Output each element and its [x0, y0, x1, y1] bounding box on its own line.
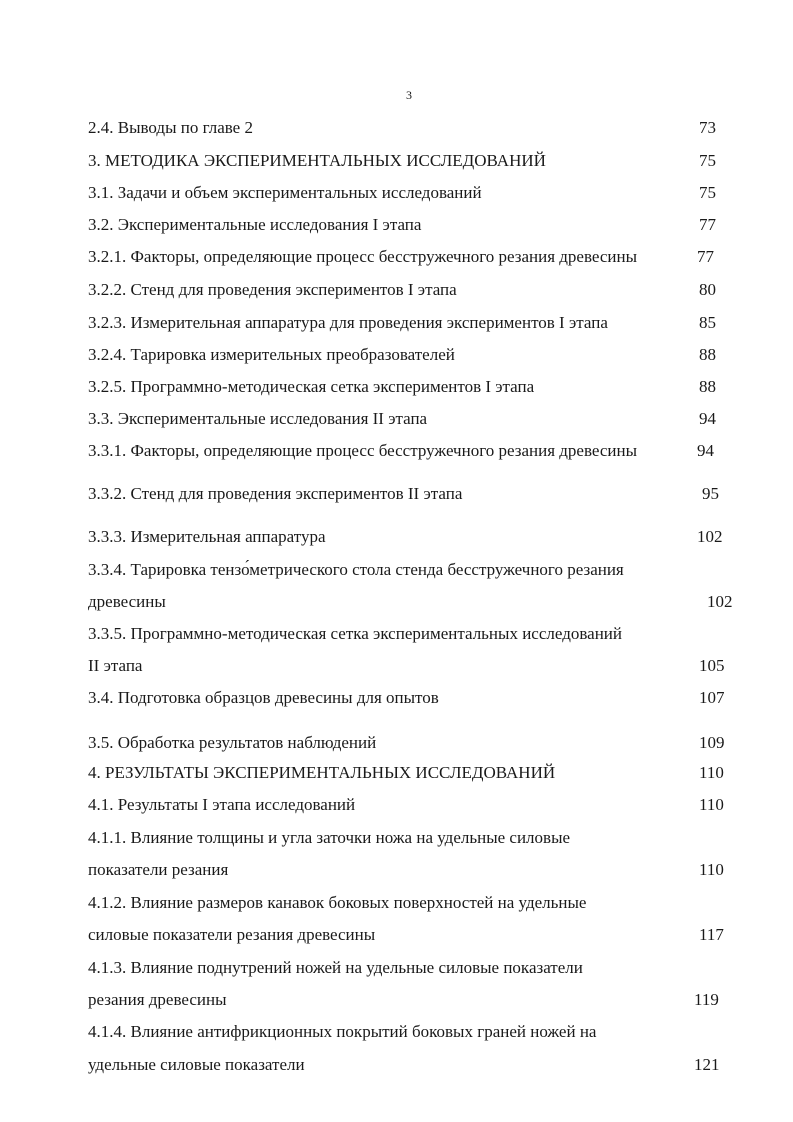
toc-entry-page: 88: [699, 345, 716, 364]
toc-entry-page: 107: [699, 688, 725, 707]
toc-entry-page: 75: [699, 183, 716, 202]
toc-entry-page: 121: [694, 1055, 720, 1074]
toc-entry-page: 77: [699, 215, 716, 234]
toc-entry-title: 4.1.3. Влияние поднутрений ножей на удельные силовые показатели: [88, 958, 583, 977]
page-number: 3: [406, 88, 412, 102]
toc-entry-title: 3.2.5. Программно-методическая сетка экспериментов I этапа: [88, 377, 535, 396]
toc-entry-title-continued: древесины: [88, 592, 166, 611]
toc-entry-title: 3.2.4. Тарировка измерительных преобразователей: [88, 345, 455, 364]
toc-entry-title-continued: показатели резания: [88, 860, 229, 879]
toc-entry-title: 3.2.1. Факторы, определяющие процесс бесстружечного резания древесины: [88, 247, 638, 266]
toc-entry-title: 4.1.2. Влияние размеров канавок боковых поверхностей на удельные: [88, 893, 587, 912]
toc-entry-title: 3.3.4. Тарировка тензо́метрического стола стенда бесстружечного резания: [88, 560, 624, 579]
toc-entry-title: 3.3.3. Измерительная аппаратура: [88, 527, 326, 546]
toc-entry-page: 75: [699, 151, 716, 170]
toc-entry-title: 3.3.2. Стенд для проведения экспериментов II этапа: [88, 484, 463, 503]
toc-entry-page: 85: [699, 313, 716, 332]
toc-chapter-title: 4. РЕЗУЛЬТАТЫ ЭКСПЕРИМЕНТАЛЬНЫХ ИССЛЕДОВАНИЙ: [88, 763, 556, 782]
toc-entry-page: 110: [699, 860, 724, 879]
toc-entry-title-continued: удельные силовые показатели: [88, 1055, 305, 1074]
toc-entry-page: 119: [694, 990, 719, 1009]
toc-entry-title: 3.3. Экспериментальные исследования II этапа: [88, 409, 428, 428]
toc-entry-title: 3.1. Задачи и объем экспериментальных исследований: [88, 183, 482, 202]
toc-entry-page: 77: [697, 247, 714, 266]
toc-entry-title: 3.3.5. Программно-методическая сетка экспериментальных исследований: [88, 624, 622, 643]
toc-entry-title: 3.2. Экспериментальные исследования I этапа: [88, 215, 422, 234]
toc-entry-page: 105: [699, 656, 725, 675]
toc-entry-page: 110: [699, 763, 724, 782]
toc-entry-title: 4.1. Результаты I этапа исследований: [88, 795, 356, 814]
toc-entry-title: 2.4. Выводы по главе 2: [88, 118, 253, 137]
toc-entry-title-continued: силовые показатели резания древесины: [88, 925, 376, 944]
toc-entry-page: 117: [699, 925, 724, 944]
toc-entry-title: 3.5. Обработка результатов наблюдений: [88, 733, 377, 752]
toc-entry-title-continued: II этапа: [88, 656, 143, 675]
toc-entry-page: 95: [702, 484, 719, 503]
toc-entry-title: 3.2.2. Стенд для проведения экспериментов I этапа: [88, 280, 457, 299]
toc-entry-page: 94: [699, 409, 716, 428]
toc-chapter-title: 3. МЕТОДИКА ЭКСПЕРИМЕНТАЛЬНЫХ ИССЛЕДОВАНИЙ: [88, 151, 546, 170]
toc-entry-title: 4.1.1. Влияние толщины и угла заточки ножа на удельные силовые: [88, 828, 571, 847]
toc-entry-page: 110: [699, 795, 724, 814]
toc-entry-page: 94: [697, 441, 714, 460]
toc-entry-title: 3.4. Подготовка образцов древесины для опытов: [88, 688, 439, 707]
toc-entry-title-continued: резания древесины: [88, 990, 227, 1009]
toc-entry-page: 88: [699, 377, 716, 396]
toc-entry-title: 3.3.1. Факторы, определяющие процесс бесстружечного резания древесины: [88, 441, 638, 460]
toc-entry-page: 80: [699, 280, 716, 299]
toc-entry-title: 3.2.3. Измерительная аппаратура для проведения экспериментов I этапа: [88, 313, 608, 332]
toc-entry-title: 4.1.4. Влияние антифрикционных покрытий боковых граней ножей на: [88, 1022, 597, 1041]
toc-entry-page: 73: [699, 118, 716, 137]
toc-entry-page: 102: [707, 592, 733, 611]
toc-entry-page: 109: [699, 733, 725, 752]
toc-entry-page: 102: [697, 527, 723, 546]
